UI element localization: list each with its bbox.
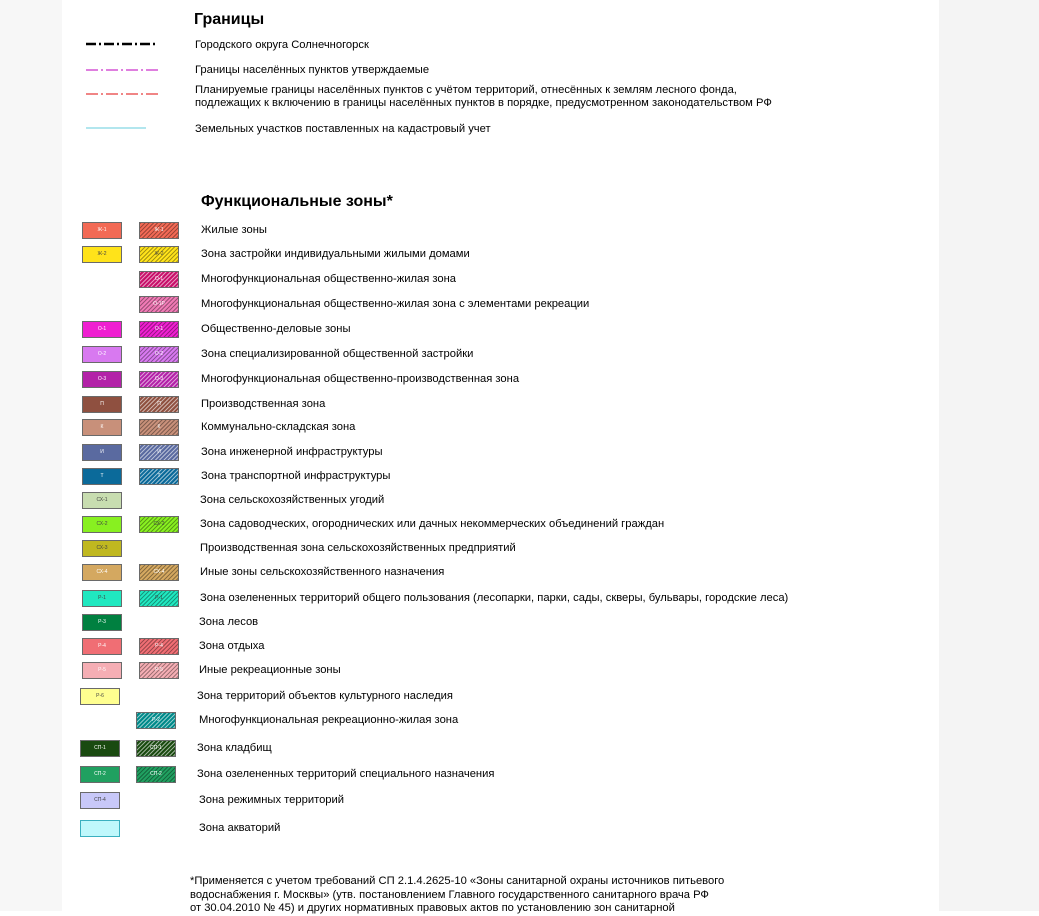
border-label-planned-1: Планируемые границы населённых пунктов с учётом территорий, отнесённых к землям лесного фонда, [195, 84, 737, 96]
zone-swatch-plain: Т [82, 468, 122, 485]
zone-swatch-plain: СХ-3 [82, 540, 122, 557]
zone-label: Производственная зона [201, 398, 326, 410]
zone-label: Зона режимных территорий [199, 794, 345, 806]
right-margin [939, 0, 1039, 911]
city-district-border-line [86, 40, 158, 48]
zone-swatch-hatched: СП-1 [136, 740, 176, 757]
zone-swatch-plain: О-2 [82, 346, 122, 363]
settlement-border-line [86, 66, 158, 74]
zone-swatch-plain: Р-4 [82, 638, 122, 655]
zone-swatch-hatched: Р-4 [139, 638, 179, 655]
footnote [190, 875, 724, 916]
border-label-cadastral: Земельных участков поставленных на кадастровый учет [195, 123, 491, 135]
zone-swatch-hatched: О-1 [139, 321, 179, 338]
zone-swatch-plain: Ж-2 [82, 246, 122, 263]
zone-swatch-plain: Р-3 [82, 614, 122, 631]
zone-swatch-hatched: СХ-2 [139, 516, 179, 533]
zone-swatch-hatched: СП-2 [136, 766, 176, 783]
zone-swatch-plain [80, 820, 120, 837]
zone-swatch-hatched: О-2 [139, 346, 179, 363]
zone-swatch-hatched: О-1Р [139, 296, 179, 313]
footnote-line-1: *Применяется с учетом требований СП 2.1.4.2625-10 «Зоны санитарной охраны источников питьевого [190, 875, 725, 887]
zone-label: Многофункциональная общественно-производственная зона [201, 373, 520, 385]
zone-swatch-hatched: СХ-4 [139, 564, 179, 581]
planned-border-line [86, 90, 158, 98]
zone-swatch-hatched: Р-2 [136, 712, 176, 729]
zone-label: Зона кладбищ [197, 742, 272, 754]
zone-swatch-hatched: И [139, 444, 179, 461]
border-label-settlement: Границы населённых пунктов утверждаемые [195, 64, 430, 76]
zone-label: Иные рекреационные зоны [199, 664, 341, 676]
zone-label: Зона территорий объектов культурного наследия [197, 690, 453, 702]
zone-label: Зона застройки индивидуальными жилыми домами [201, 248, 470, 260]
zone-swatch-hatched: П [139, 396, 179, 413]
zone-label: Производственная зона сельскохозяйственных предприятий [200, 542, 516, 554]
zone-label: Зона садоводческих, огороднических или дачных некоммерческих объединений граждан [200, 518, 665, 530]
zone-label: Коммунально-складская зона [201, 421, 356, 433]
zone-label: Зона озелененных территорий общего пользования (лесопарки, парки, сады, скверы, бульвары, городские леса) [200, 592, 789, 604]
zone-label: Зона лесов [199, 616, 259, 628]
zone-swatch-hatched: Т [139, 468, 179, 485]
zone-swatch-hatched: К [139, 419, 179, 436]
zone-label: Жилые зоны [201, 224, 267, 236]
zone-swatch-plain: П [82, 396, 122, 413]
zone-swatch-plain: И [82, 444, 122, 461]
zone-label: Многофункциональная рекреационно-жилая зона [199, 714, 459, 726]
cadastral-line [86, 124, 146, 132]
zone-label: Зона специализированной общественной застройки [201, 348, 474, 360]
zone-label: Зона инженерной инфраструктуры [201, 446, 383, 458]
zone-swatch-plain: О-1 [82, 321, 122, 338]
border-label-planned-2: подлежащих к включению в границы населённых пунктов в порядке, предусмотренном законодательством РФ [195, 97, 772, 109]
zone-swatch-hatched: О-1 [139, 271, 179, 288]
zone-label: Общественно-деловые зоны [201, 323, 351, 335]
zone-swatch-plain: СП-2 [80, 766, 120, 783]
zone-swatch-plain: СХ-4 [82, 564, 122, 581]
zone-swatch-plain: Ж-1 [82, 222, 122, 239]
zone-label: Многофункциональная общественно-жилая зона с элементами рекреации [201, 298, 590, 310]
zone-swatch-plain: О-3 [82, 371, 122, 388]
zone-swatch-plain: СХ-2 [82, 516, 122, 533]
zone-swatch-plain: Р-1 [82, 590, 122, 607]
zone-label: Зона сельскохозяйственных угодий [200, 494, 385, 506]
zone-swatch-hatched: Р-1 [139, 590, 179, 607]
zones-title: Функциональные зоны* [201, 193, 393, 210]
footnote-line-3: от 30.04.2010 № 45) и других нормативных правовых актов по установлению зон санитарной [190, 902, 675, 914]
zone-label: Зона акваторий [199, 822, 281, 834]
border-label-district: Городского округа Солнечногорск [195, 39, 369, 51]
zone-label: Зона транспортной инфраструктуры [201, 470, 391, 482]
zone-swatch-plain: СП-4 [80, 792, 120, 809]
zone-swatch-hatched: О-3 [139, 371, 179, 388]
zone-swatch-hatched: Ж-1 [139, 222, 179, 239]
zone-label: Зона озелененных территорий специального назначения [197, 768, 495, 780]
zone-label: Иные зоны сельскохозяйственного назначения [200, 566, 445, 578]
zone-swatch-plain: СХ-1 [82, 492, 122, 509]
zone-label: Многофункциональная общественно-жилая зона [201, 273, 456, 285]
left-margin [0, 0, 62, 911]
zone-swatch-hatched: Р-5 [139, 662, 179, 679]
zone-swatch-plain: Р-6 [80, 688, 120, 705]
borders-title: Границы [194, 11, 265, 28]
zone-swatch-plain: СП-1 [80, 740, 120, 757]
zone-swatch-hatched: Ж-2 [139, 246, 179, 263]
footnote-line-2: водоснабжения г. Москвы» (утв. постановлением Главного государственного санитарного врача РФ [190, 888, 709, 901]
zone-label: Зона отдыха [199, 640, 265, 652]
zone-swatch-plain: К [82, 419, 122, 436]
zone-swatch-plain: Р-5 [82, 662, 122, 679]
